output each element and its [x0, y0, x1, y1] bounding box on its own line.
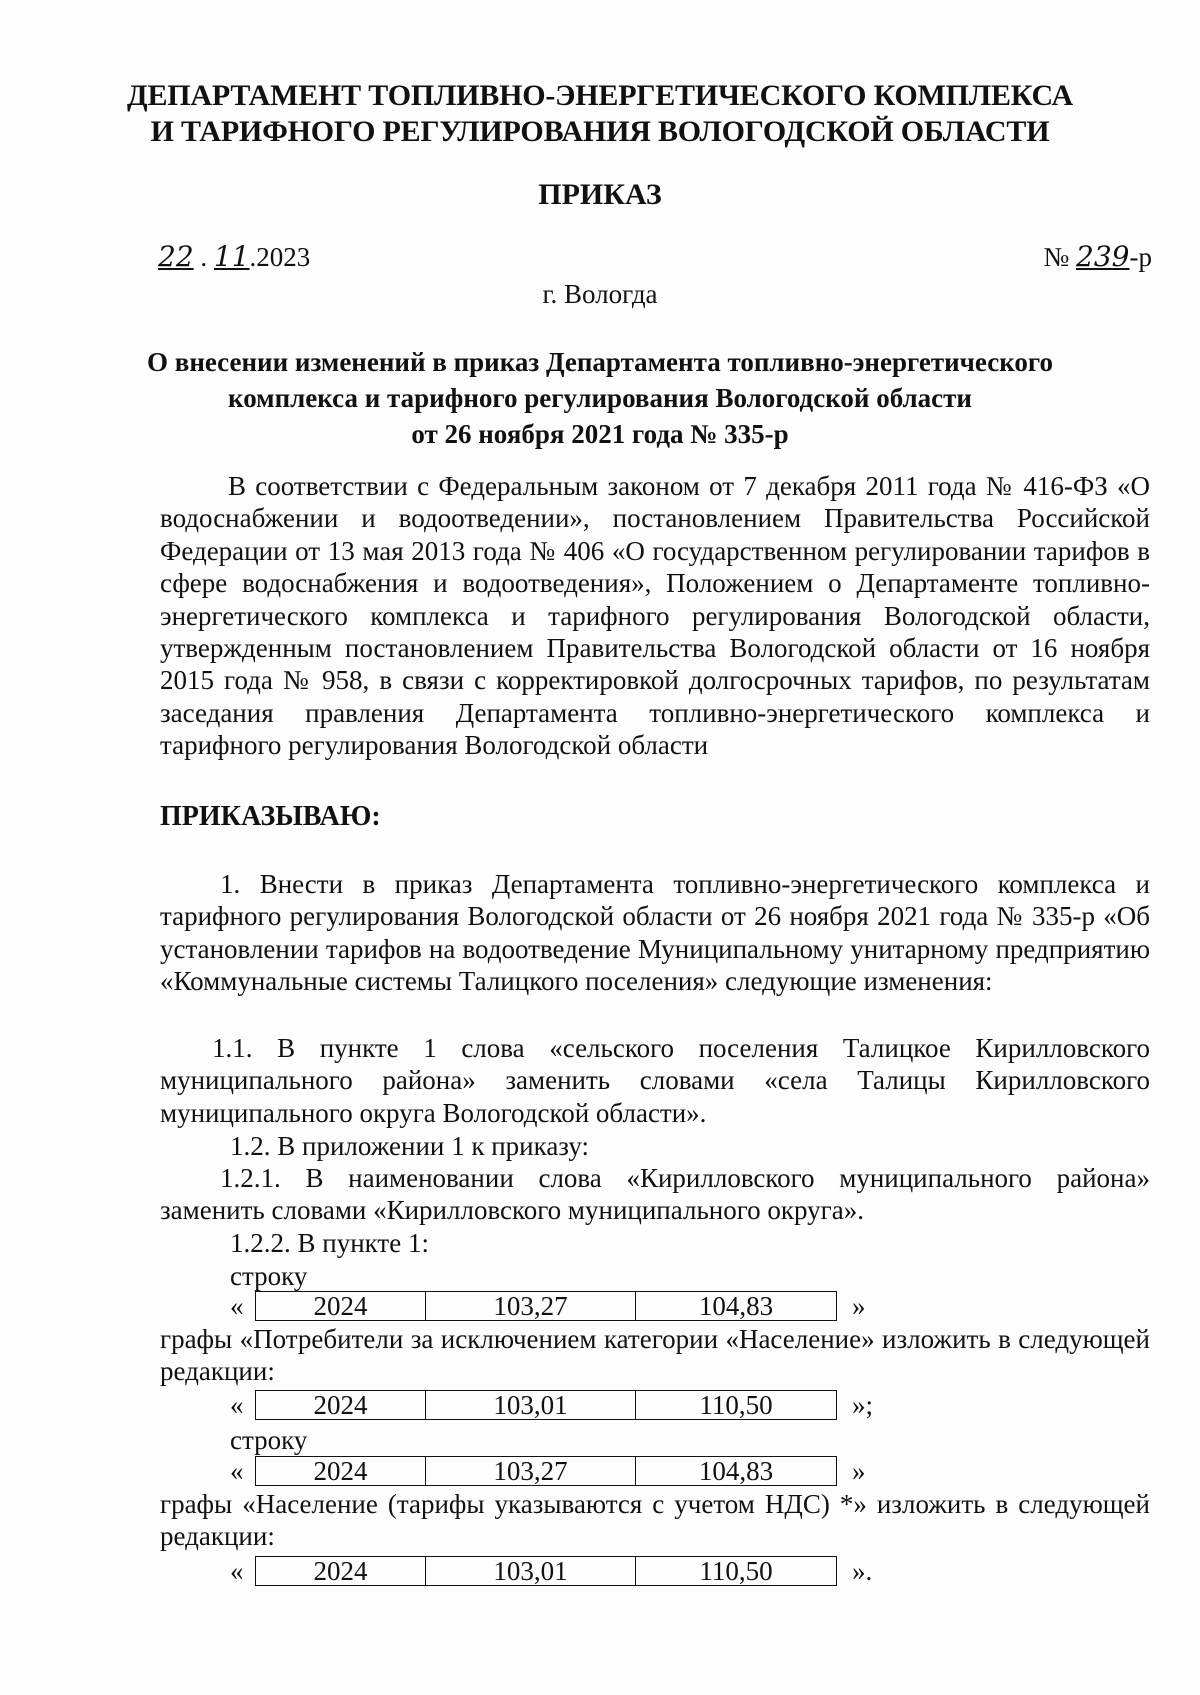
table-cell-year: 2024: [256, 1391, 426, 1419]
document-type: ПРИКАЗ: [538, 178, 662, 211]
city: г. Вологда: [542, 279, 658, 309]
table-cell-year: 2024: [256, 1557, 426, 1585]
table-cell-second-half: 110,50: [699, 1389, 773, 1420]
stroku-label-1: строку: [230, 1261, 308, 1291]
item-1-1: 1.1. В пункте 1 слова «сельского поселения Талицкое Кирилловского муниципального района» заменить словами «села Талицы Кирилловского муниципального округа Вологодской области».: [160, 1033, 1150, 1128]
quote-close: ».: [852, 1556, 873, 1586]
document-date: 22 . 11.2023: [158, 240, 311, 273]
table-cell-first-half: 103,01: [426, 1391, 636, 1419]
date-day: 22: [158, 240, 194, 273]
item-1-2-1: 1.2.1. В наименовании слова «Кирилловского муниципального района» заменить словами «Кирилловского муниципального округа».: [160, 1163, 1150, 1226]
preamble-paragraph: В соответствии с Федеральным законом от 7 декабря 2011 года № 416-ФЗ «О водоснабжении и водоотведении», постановлением Правительства Российской Федерации от 13 мая 2013 года № 406 «О государственном регулировании тарифов в сфере водоснабжения и водоотведения», Положением о Департаменте топливно-энергетического комплекса и тарифного регулирования Вологодской области, утвержденным постановлением Правительства Вологодской области от 16 ноября 2015 года № 958, в связи с корректировкой долгосрочных тарифов, по результатам заседания правления Департамента топливно-энергетического комплекса и тарифного регулирования Вологодской области: [160, 471, 1150, 761]
item-1: 1. Внести в приказ Департамента топливно-энергетического комплекса и тарифного регулирования Вологодской области от 26 ноября 2021 года № 335-р «Об установлении тарифов на водоотведение Муниципальному унитарному предприятию «Коммунальные системы Талицкого поселения» следующие изменения:: [160, 869, 1150, 997]
stroku-label-2: строку: [230, 1425, 308, 1455]
quote-close: »: [852, 1456, 866, 1486]
table-cell-second-half: 104,83: [698, 1290, 774, 1321]
table-cell-first-half: 103,01: [426, 1557, 636, 1585]
quote-close: »: [852, 1291, 866, 1321]
number-value: 239: [1076, 240, 1130, 273]
item-1-2: 1.2. В приложении 1 к приказу:: [230, 1131, 590, 1161]
table-row-cells: [255, 1390, 837, 1420]
quote-open: «: [230, 1291, 244, 1321]
table-row-cells: [255, 1556, 837, 1586]
header-line-2: И ТАРИФНОГО РЕГУЛИРОВАНИЯ ВОЛОГОДСКОЙ ОБЛАСТИ: [150, 115, 1050, 148]
header-line-1: ДЕПАРТАМЕНТ ТОПЛИВНО-ЭНЕРГЕТИЧЕСКОГО КОМПЛЕКСА: [127, 79, 1073, 112]
table-cell-year: 2024: [256, 1292, 426, 1320]
number-suffix: -р: [1129, 242, 1152, 272]
document-subject: [0, 344, 1200, 452]
table-row-cells: [255, 1456, 837, 1486]
item-1-2-2: 1.2.2. В пункте 1:: [230, 1228, 429, 1258]
quote-open: «: [230, 1456, 244, 1486]
table-cell-second-half: 110,50: [699, 1555, 773, 1586]
subject-line-2: комплекса и тарифного регулирования Вологодской области: [228, 383, 972, 413]
table-cell-year: 2024: [256, 1457, 426, 1485]
number-prefix: №: [1043, 242, 1070, 272]
subject-line-3: от 26 ноября 2021 года № 335-р: [411, 419, 789, 449]
table-row-cells: [255, 1291, 837, 1321]
department-header: [0, 78, 1200, 150]
quote-open: «: [230, 1390, 244, 1420]
grafy-paragraph-2: графы «Население (тарифы указываются с учетом НДС) *» изложить в следующей редакции:: [160, 1489, 1150, 1552]
subject-line-1: О внесении изменений в приказ Департамента топливно-энергетического: [146, 347, 1053, 377]
quote-open: «: [230, 1556, 244, 1586]
decree-word: ПРИКАЗЫВАЮ:: [160, 801, 381, 832]
quote-close: »;: [852, 1390, 874, 1420]
table-cell-first-half: 103,27: [426, 1457, 636, 1485]
date-year: .2023: [249, 242, 311, 272]
grafy-paragraph-1: графы «Потребители за исключением категории «Население» изложить в следующей редакции:: [160, 1324, 1150, 1387]
document-number: [1044, 240, 1152, 273]
table-cell-first-half: 103,27: [426, 1292, 636, 1320]
date-month: 11: [213, 240, 250, 273]
table-cell-second-half: 104,83: [698, 1455, 774, 1486]
